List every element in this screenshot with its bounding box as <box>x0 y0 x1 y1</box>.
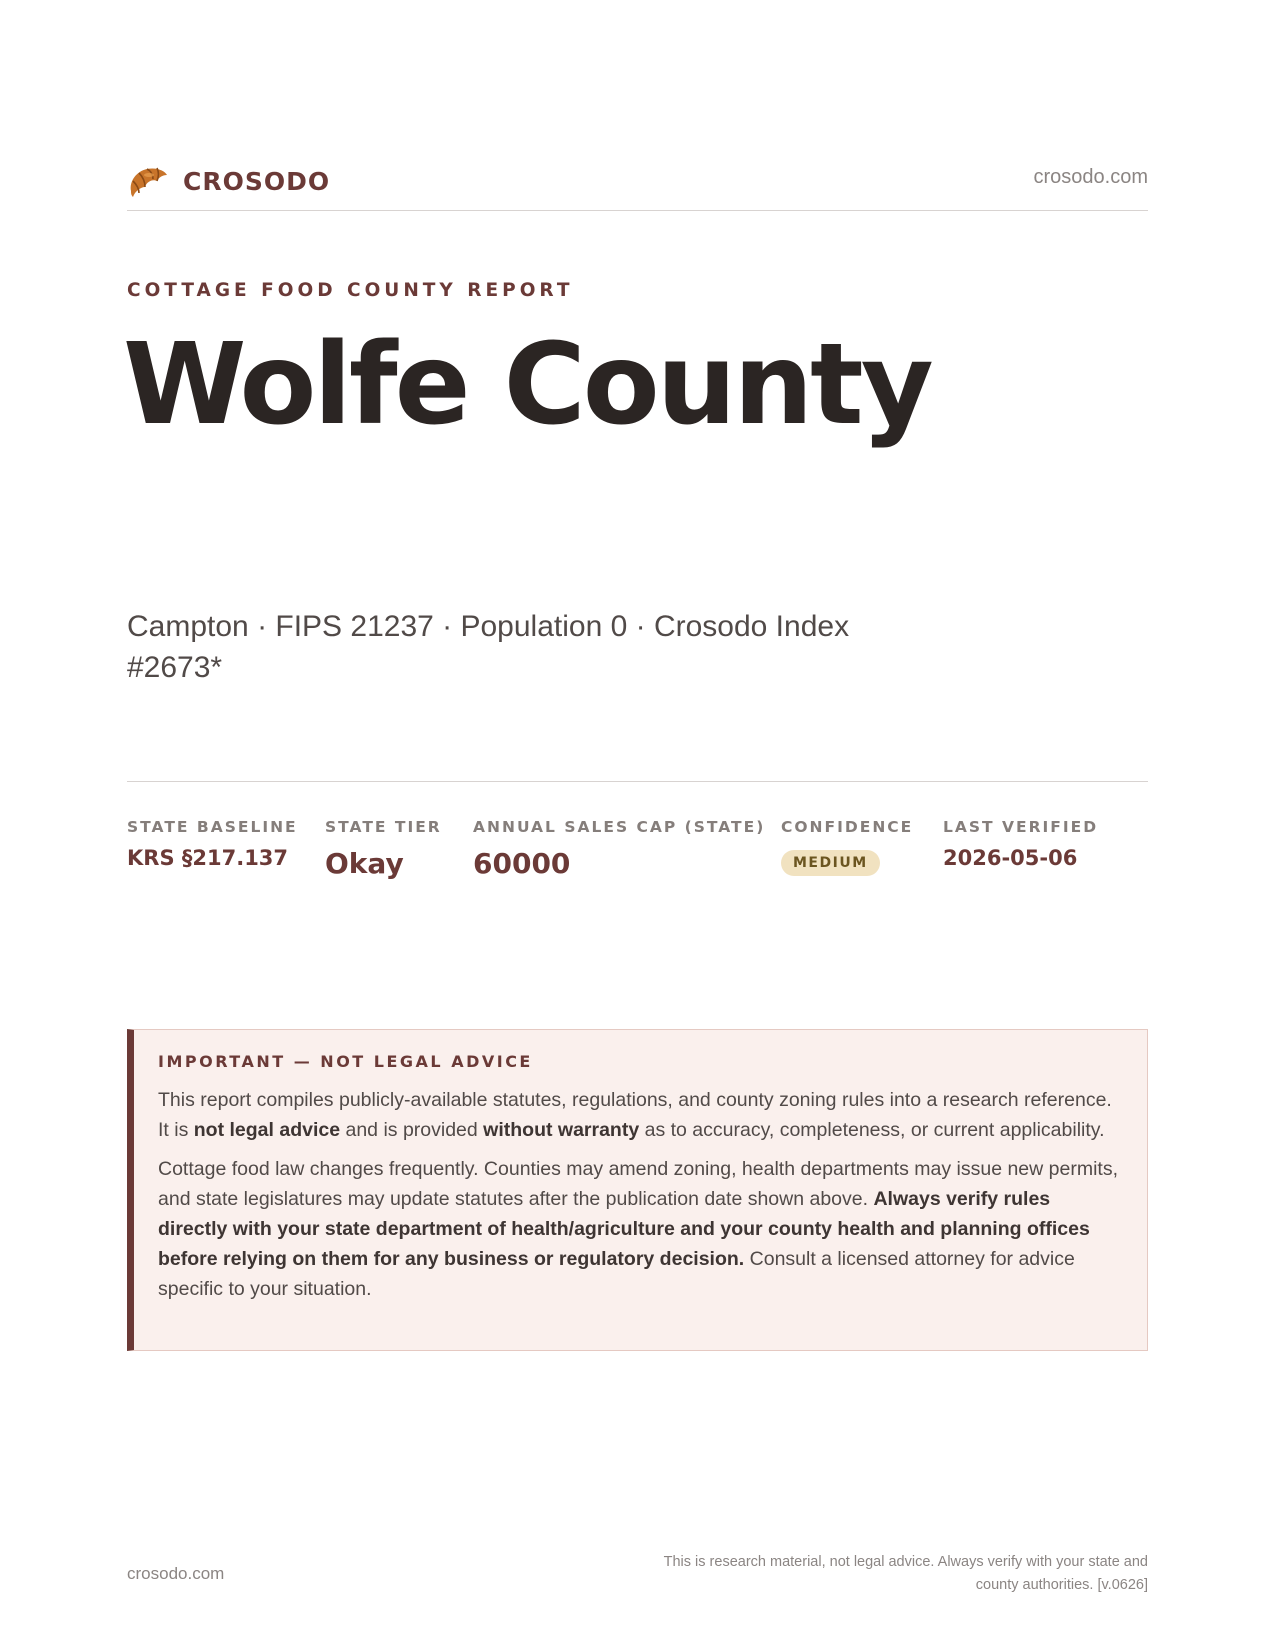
brand <box>127 161 330 201</box>
stat-value: KRS §217.137 <box>127 846 289 870</box>
notice-paragraph <box>158 1154 1121 1304</box>
notice-emphasis: without warranty <box>483 1119 640 1141</box>
croissant-icon <box>127 161 169 201</box>
stat-label: LAST VERIFIED <box>943 818 1099 836</box>
notice-text: Consult a licensed attorney for advice specific to your situation. <box>158 1248 1075 1300</box>
notice-text: This report compiles publicly-available statutes, regulations, and county zoning rules into a research reference. It is <box>158 1089 1112 1141</box>
stat-confidence <box>781 818 913 876</box>
report-subtitle: Campton · FIPS 21237 · Population 0 · Crosodo Index #2673* <box>127 610 850 684</box>
stat-last-verified <box>943 818 1098 870</box>
page-header <box>127 158 1148 211</box>
notice-emphasis: not legal advice <box>193 1119 341 1141</box>
status-badge: MEDIUM <box>781 850 880 876</box>
report-eyebrow: COTTAGE FOOD COUNTY REPORT <box>127 280 574 301</box>
stat-label: CONFIDENCE <box>781 818 914 836</box>
header-url[interactable]: crosodo.com <box>1033 166 1148 188</box>
divider <box>127 781 1148 782</box>
stat-label: ANNUAL SALES CAP (STATE) <box>473 818 766 836</box>
stat-value: 60000 <box>473 847 571 880</box>
notice-emphasis: Always verify rules directly with your state department of health/agriculture and your county health and planning offices before relying on them for any business or regulatory decision. <box>158 1188 1090 1270</box>
stats-row <box>127 818 1148 888</box>
stat-state-baseline <box>127 818 298 870</box>
notice-text: Cottage food law changes frequently. Counties may amend zoning, health departments may issue new permits, and state legislatures may update statutes after the publication date shown above. <box>158 1158 1118 1210</box>
brand-name: CROSODO <box>183 166 331 196</box>
stat-state-tier <box>325 818 442 880</box>
stat-value: Okay <box>325 847 404 880</box>
stat-value: 2026-05-06 <box>943 846 1078 870</box>
notice-text: and is provided <box>340 1119 484 1141</box>
report-page <box>123 0 1148 1650</box>
notice-text: as to accuracy, completeness, or current applicability. <box>639 1119 1105 1141</box>
footer-url[interactable]: crosodo.com <box>127 1564 225 1583</box>
stat-label: STATE BASELINE <box>127 818 298 836</box>
stat-label: STATE TIER <box>325 818 442 836</box>
notice-paragraph <box>158 1085 1121 1145</box>
notice-title: IMPORTANT — NOT LEGAL ADVICE <box>158 1052 533 1071</box>
page-title: Wolfe County <box>123 320 931 450</box>
legal-notice <box>127 1029 1148 1351</box>
stat-annual-sales-cap <box>473 818 765 880</box>
footer-disclaimer: This is research material, not legal advice. Always verify with your state and county authorities. [v.0626] <box>663 1554 1148 1593</box>
